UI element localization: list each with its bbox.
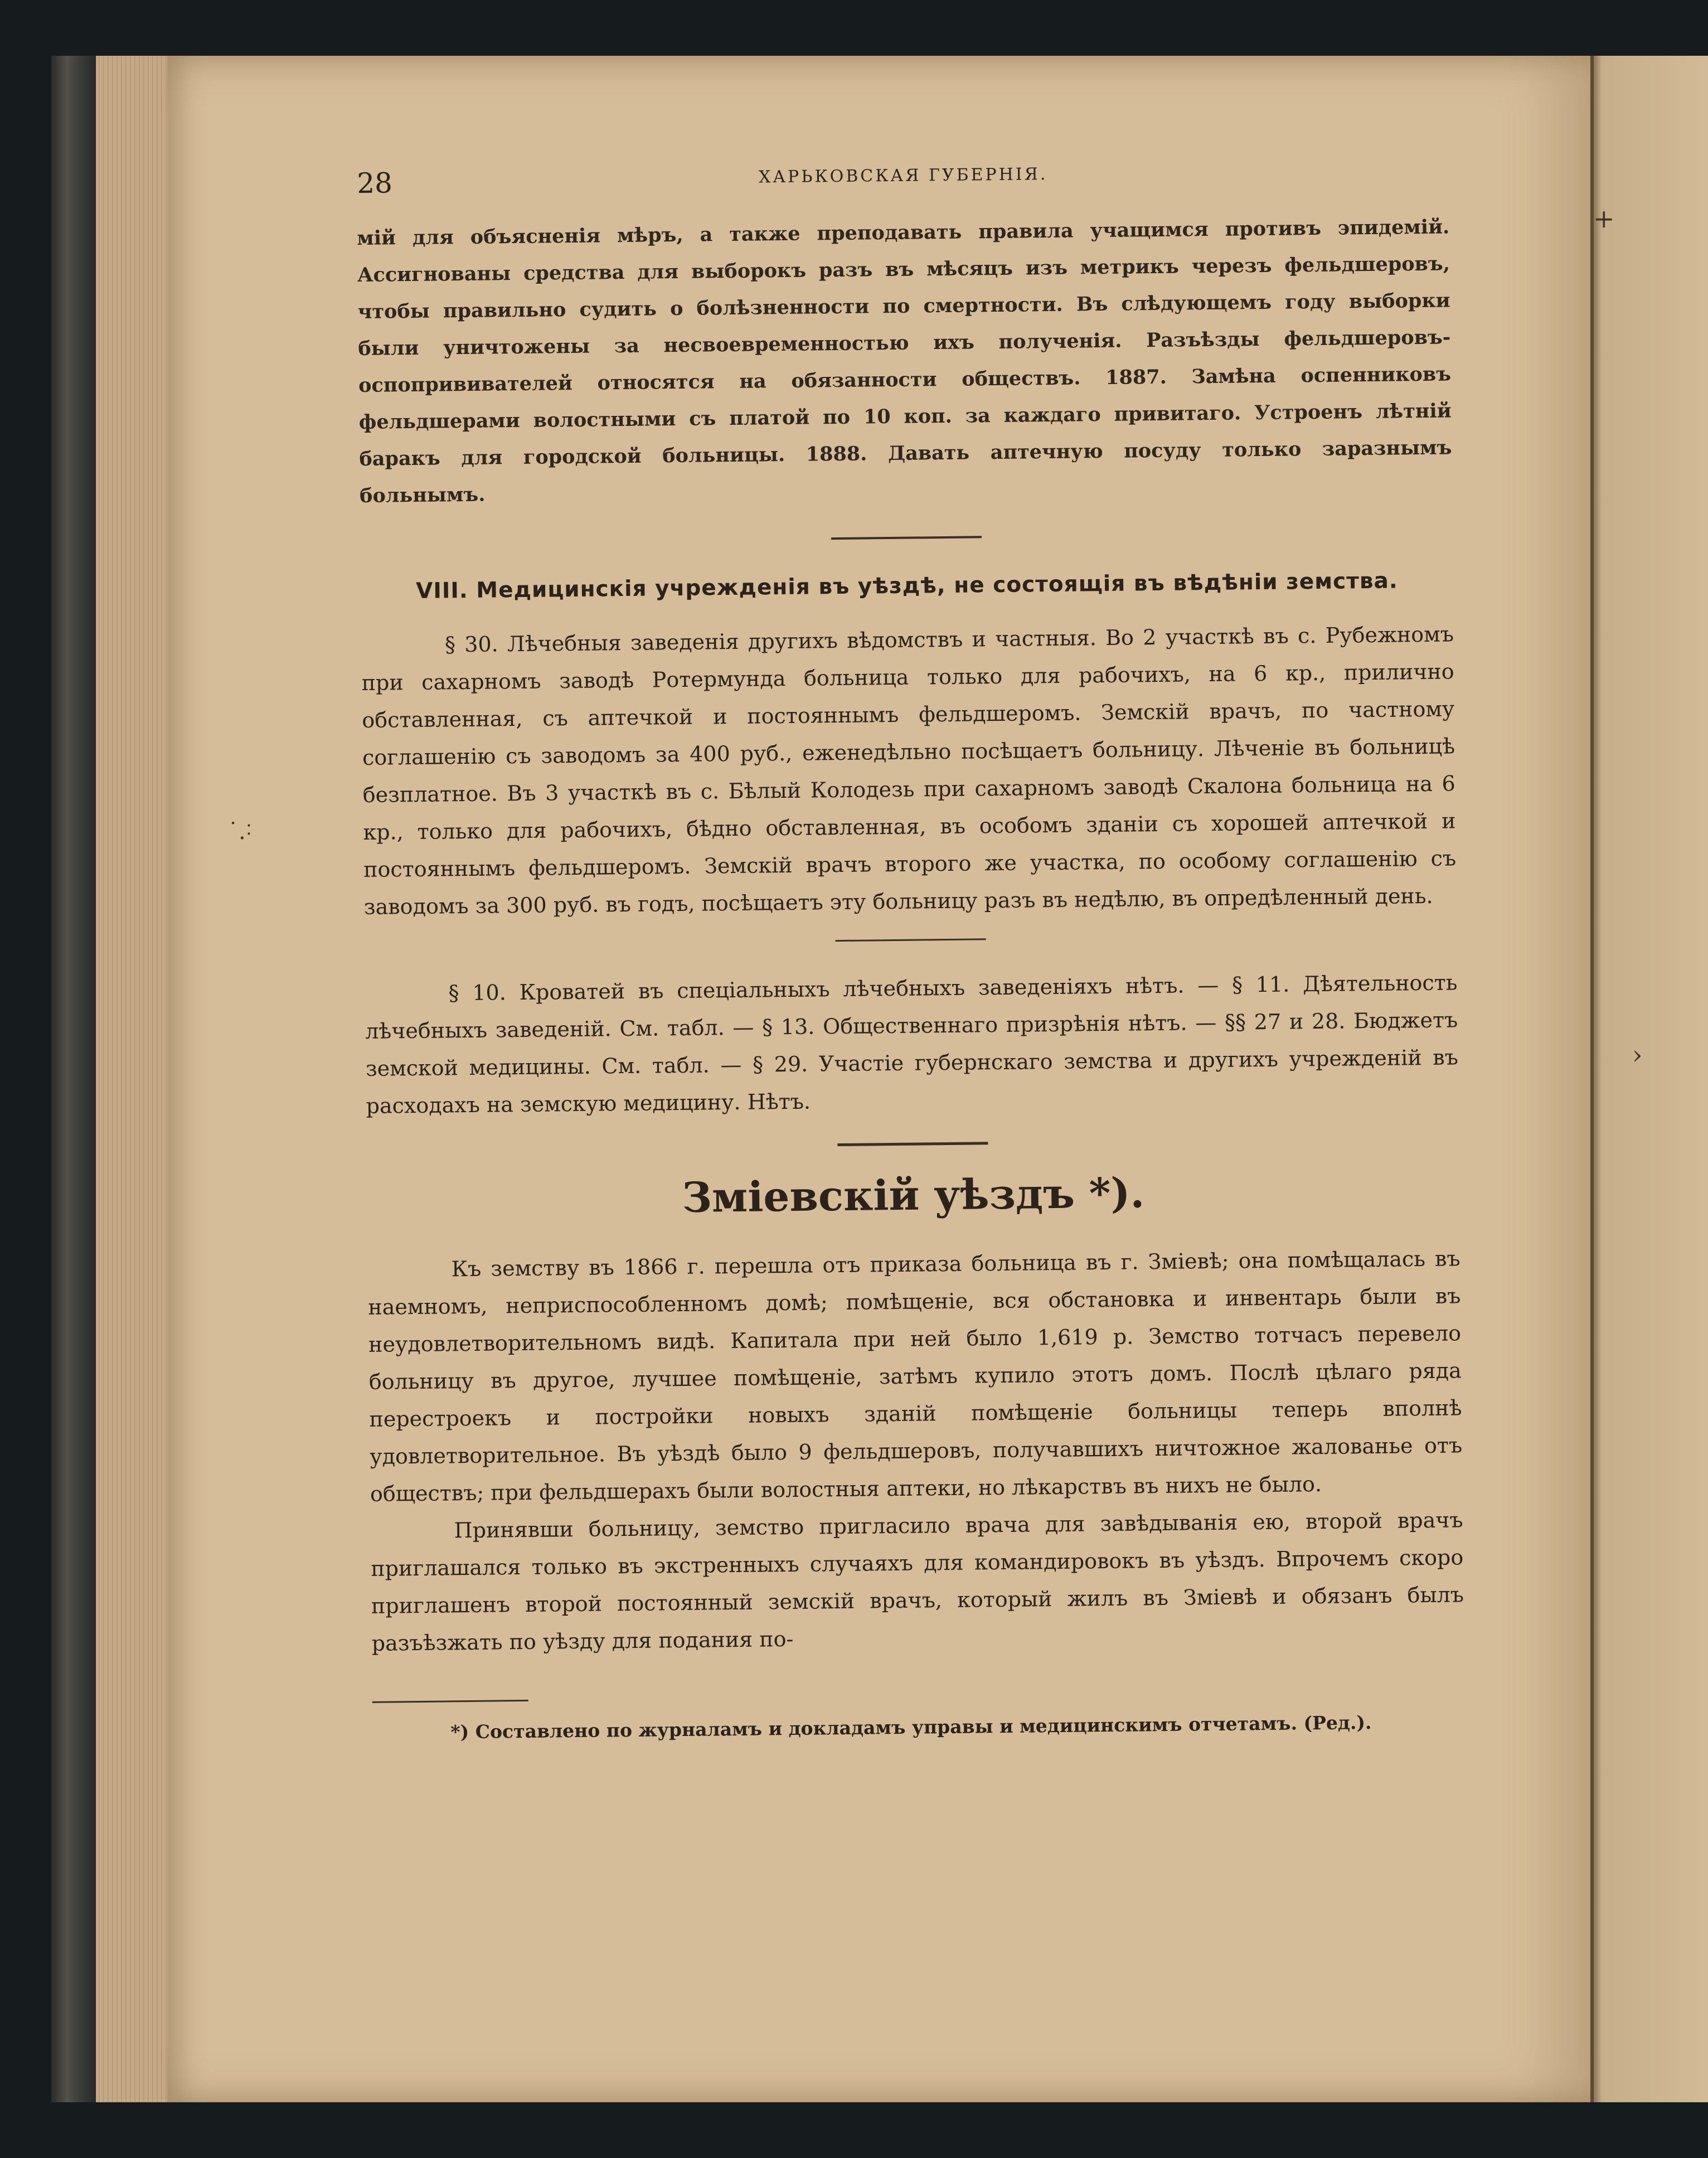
section-divider: [836, 938, 986, 942]
district-title: Зміевскій уѣздъ *).: [682, 1169, 1145, 1222]
book-cover-edge: [51, 56, 96, 2102]
paragraph: Къ земству въ 1866 г. перешла отъ приказа больница въ г. Зміевѣ; она помѣщалась въ наемномъ, неприспособленномъ домѣ; помѣщеніе, вся обстановка и инвентарь были въ неудовлетворительномъ видѣ. Капитала при ней было 1,619 р. Земство тотчасъ перевело больницу въ другое, лучшее помѣщеніе, затѣмъ купило этотъ домъ. Послѣ цѣлаго ряда перестроекъ и постройки новыхъ зданій помѣщеніе больницы теперь вполнѣ удовлетворительное. Въ уѣздѣ было 9 фельдшеровъ, получавшихъ ничтожное жалованье отъ обществъ; при фельдшерахъ были волостныя аптеки, но лѣкарствъ въ нихъ не было.: [368, 1246, 1463, 1506]
section-divider: [837, 1142, 988, 1146]
paragraph: Принявши больницу, земство пригласило врача для завѣдыванія ею, второй врачъ приглашался только въ экстренныхъ случаяхъ для командировокъ въ уѣздъ. Впрочемъ скоро приглашенъ второй постоянный земскій врачъ, который жилъ въ Зміевѣ и обязанъ былъ разъѣзжать по уѣзду для подания по-: [371, 1507, 1464, 1656]
page-number: 28: [357, 167, 393, 200]
section-heading: VIII. Медицинскія учрежденія въ уѣздѣ, не состоящія въ вѣдѣніи земства.: [415, 568, 1398, 604]
footnote-divider: [372, 1700, 528, 1703]
paragraph: § 10. Кроватей въ спеціальныхъ лѣчебныхъ заведеніяхъ нѣтъ. — § 11. Дѣятельность лѣчебныхъ заведеній. См. табл. — § 13. Общественнаго призрѣнія нѣтъ. — §§ 27 и 28. Бюджетъ земской медицины. См. табл. — § 29. Участіе губернскаго земства и другихъ учрежденій въ расходахъ на земскую медицину. Нѣтъ.: [365, 970, 1459, 1118]
margin-scratch-mark: ˙.˸: [227, 819, 252, 845]
adjacent-page-edge: [1591, 56, 1708, 2102]
page-fold: [1590, 56, 1594, 2102]
paragraph: § 30. Лѣчебныя заведенія другихъ вѣдомствъ и частныя. Во 2 участкѣ въ с. Рубежномъ при сахарномъ заводѣ Ротермунда больница только для рабочихъ, на 6 кр., прилично обставленная, съ аптечкой и постояннымъ фельдшеромъ. Земскій врачъ, по частному соглашенію съ заводомъ за 400 руб., еженедѣльно посѣщаетъ больницу. Лѣченіе въ больницѣ безплатное. Въ 3 участкѣ въ с. Бѣлый Колодезь при сахарномъ заводѣ Скалона больница на 6 кр., только для рабочихъ, бѣдно обставленная, въ особомъ зданіи съ хорошей аптечкой и постояннымъ фельдшеромъ. Земскій врачъ второго же участка, по особому соглашенію съ заводомъ за 300 руб. въ годъ, посѣщаетъ эту больницу разъ въ недѣлю, въ опредѣленный день.: [361, 622, 1457, 919]
page-edge-stack: [96, 56, 168, 2102]
footnote: *) Составлено по журналамъ и докладамъ управы и медицинскимъ отчетамъ. (Ред.).: [450, 1711, 1372, 1743]
page-header-title: ХАРЬКОВСКАЯ ГУБЕРНІЯ.: [758, 164, 1048, 187]
edge-mark: +: [1593, 203, 1615, 234]
section-divider: [831, 536, 982, 540]
edge-mark: ›: [1632, 1040, 1643, 1070]
page-text-column: [357, 208, 1466, 1749]
paragraph-continuation: мій для объясненія мѣръ, а также преподавать правила учащимся противъ эпидемій. Ассигнованы средства для выборокъ разъ въ мѣсяцъ изъ метрикъ черезъ фельдшеровъ, чтобы правильно судить о болѣзненности по смертности. Въ слѣдующемъ году выборки были уничтожены за несвоевременностью ихъ полученія. Разъѣзды фельдшеровъ-оспопрививателей относятся на обязанности обществъ. 1887. Замѣна оспенниковъ фельдшерами волостными съ платой по 10 коп. за каждаго привитаго. Устроенъ лѣтній баракъ для городской больницы. 1888. Давать аптечную посуду только заразнымъ больнымъ.: [357, 215, 1452, 507]
